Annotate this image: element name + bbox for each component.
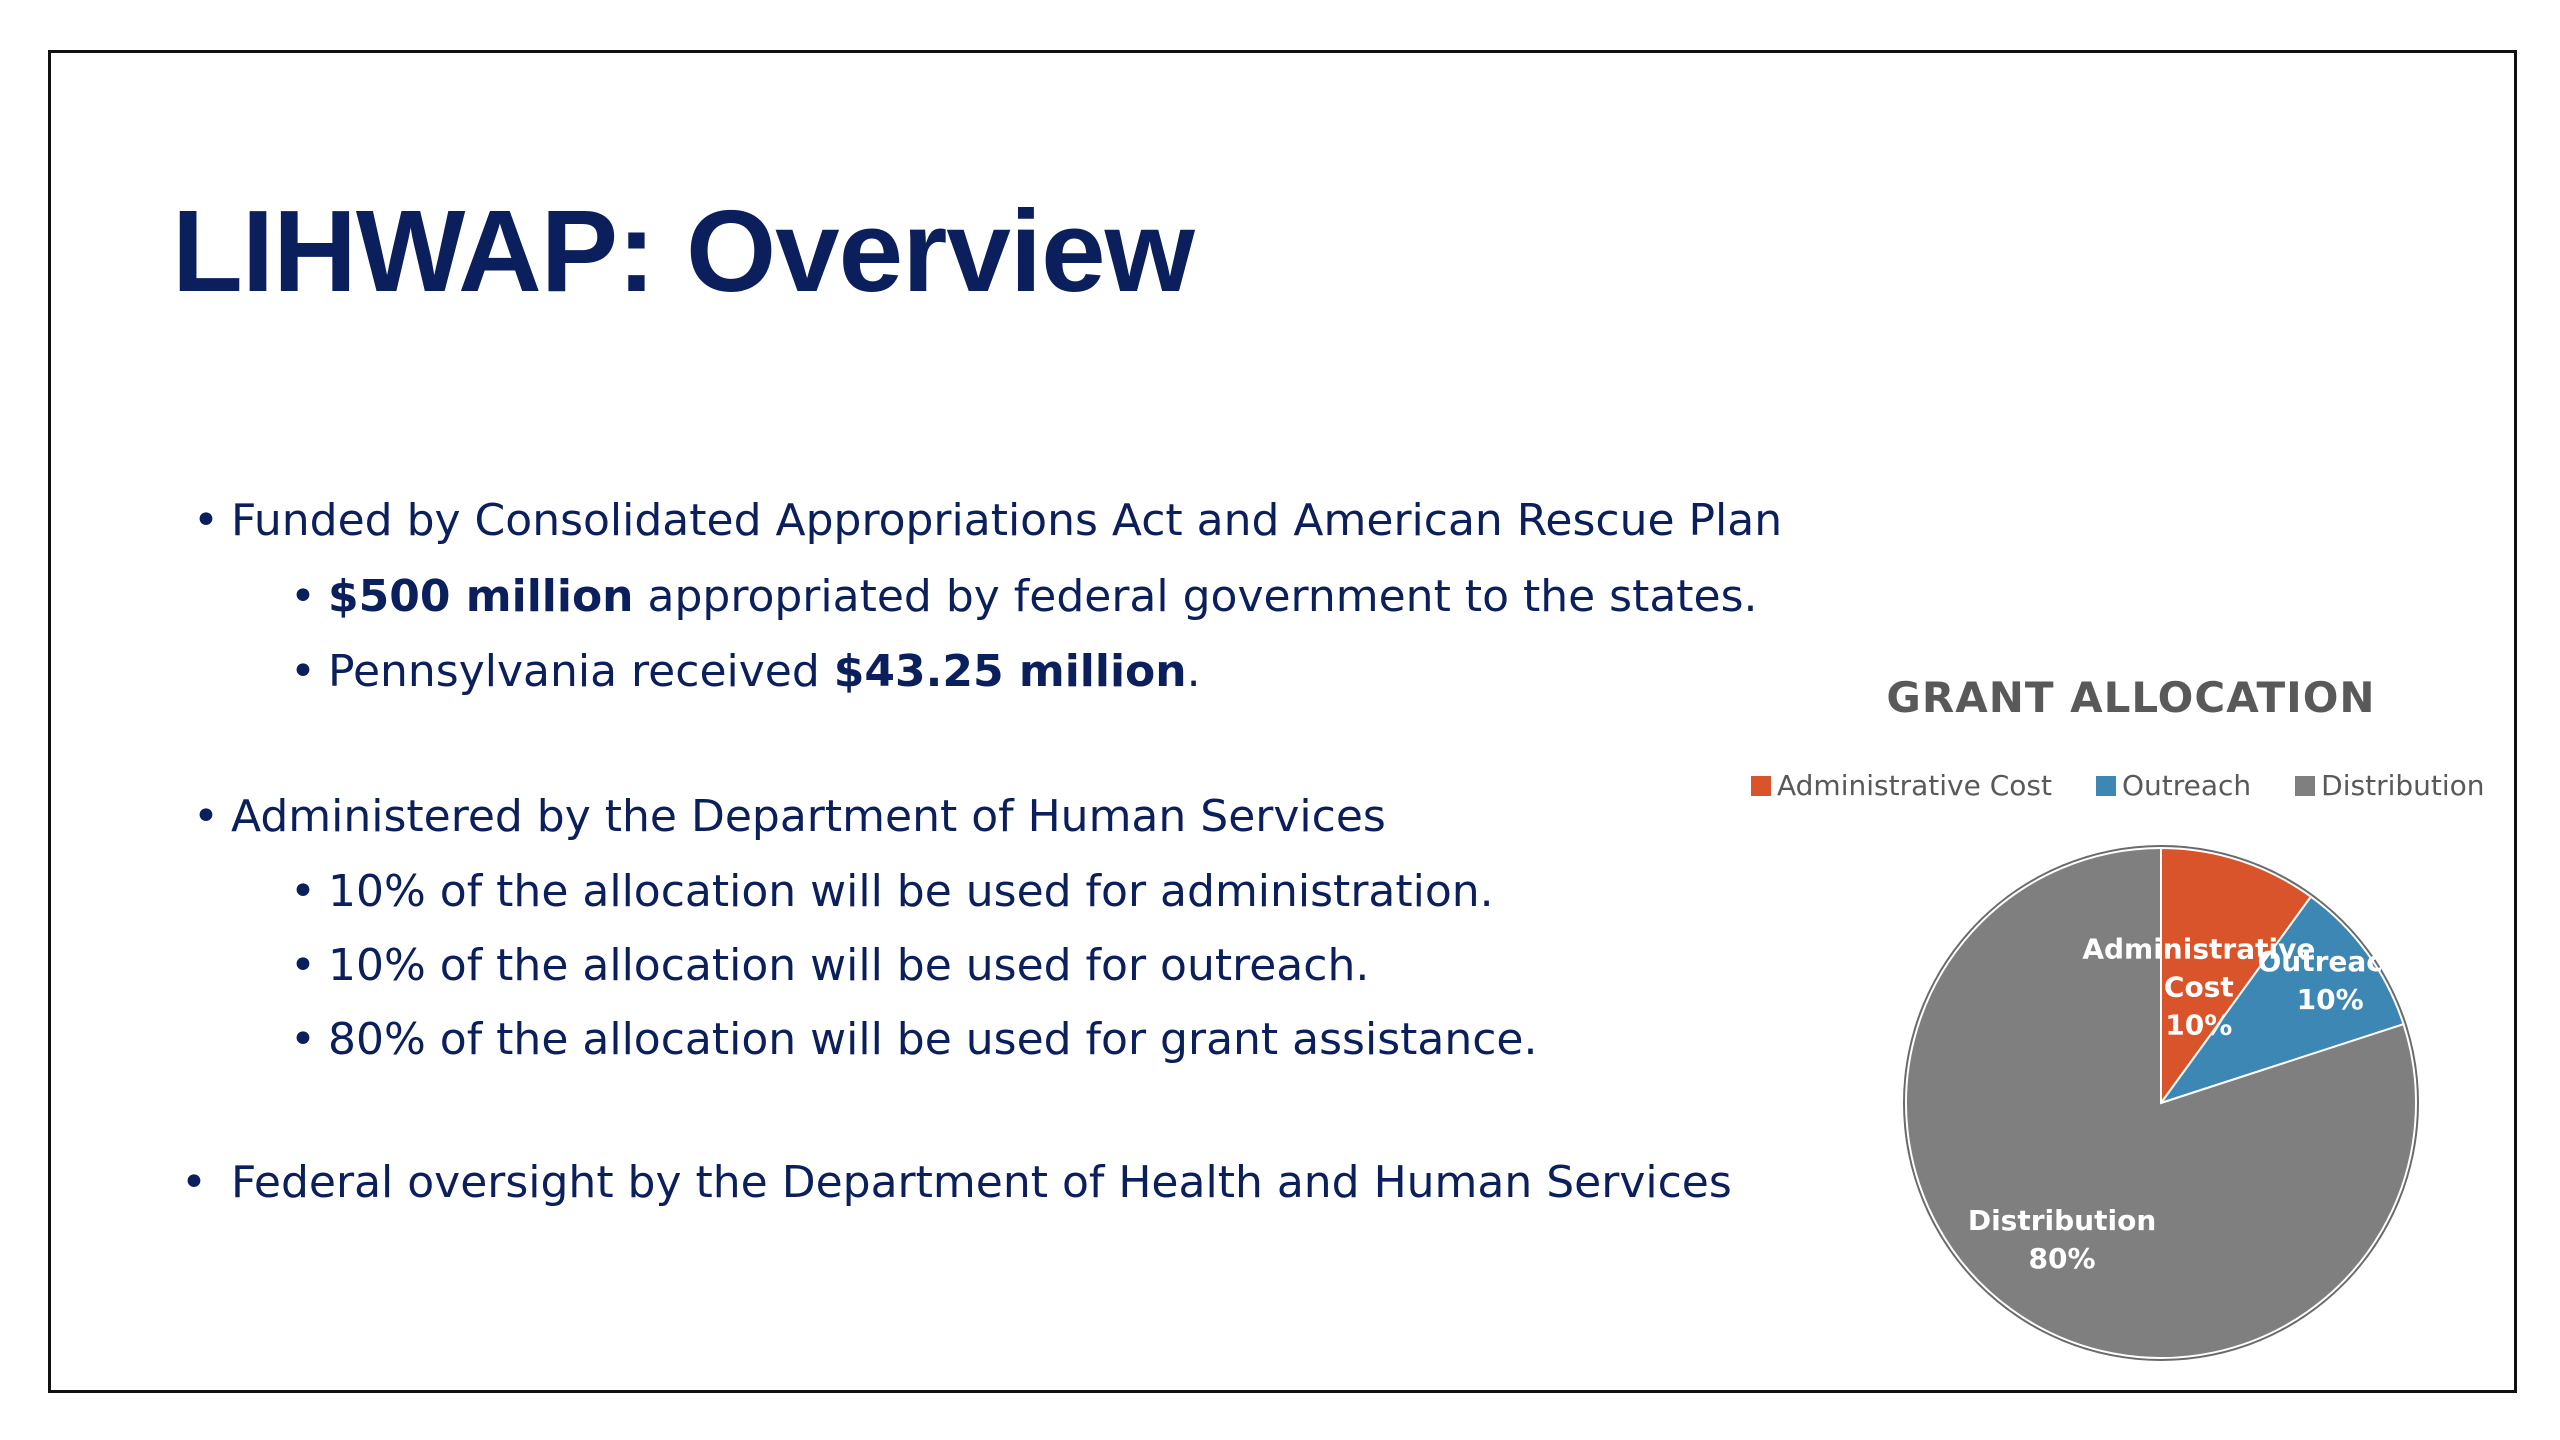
bullet-dot: • (290, 1014, 316, 1065)
legend-item-outreach: Outreach (2096, 769, 2251, 802)
slide-title: LIHWAP: Overview (172, 186, 1194, 316)
bullet-administered: • Administered by the Department of Human Services (193, 791, 1386, 842)
bullet-dot: • (181, 1157, 207, 1208)
pie-chart (1731, 613, 2531, 1373)
data-label-distribution: Distribution 80% (1967, 1204, 2157, 1276)
data-label-administrative-cost: Administrative Cost 10% (2082, 932, 2316, 1042)
bullet-federal-oversight: • Federal oversight by the Department of Health and Human Services (181, 1157, 1732, 1208)
bullet-grant-assistance: • 80% of the allocation will be used for grant assistance. (290, 1014, 1538, 1065)
grant-allocation-chart (1731, 613, 2531, 1373)
bullet-pennsylvania: • Pennsylvania received $43.25 million. (290, 646, 1201, 697)
bullet-dot: • (290, 646, 316, 697)
bullet-list (51, 53, 1811, 1353)
bullet-dot: • (193, 791, 219, 842)
bullet-funded: • Funded by Consolidated Appropriations Act and American Rescue Plan (193, 495, 1783, 546)
bullet-500-million: • $500 million appropriated by federal government to the states. (290, 571, 1758, 622)
chart-title: GRANT ALLOCATION (1886, 673, 2376, 722)
legend-item-administrative-cost: Administrative Cost (1751, 769, 2052, 802)
bullet-dot: • (290, 571, 316, 622)
bullet-dot: • (290, 940, 316, 991)
bullet-dot: • (193, 495, 219, 546)
bullet-dot: • (290, 866, 316, 917)
bullet-administration: • 10% of the allocation will be used for administration. (290, 866, 1494, 917)
legend-item-distribution: Distribution (2295, 769, 2484, 802)
data-label-outreach: Outreach 10% (2257, 945, 2403, 1017)
bullet-outreach: • 10% of the allocation will be used for outreach. (290, 940, 1370, 991)
slide (48, 50, 2517, 1393)
